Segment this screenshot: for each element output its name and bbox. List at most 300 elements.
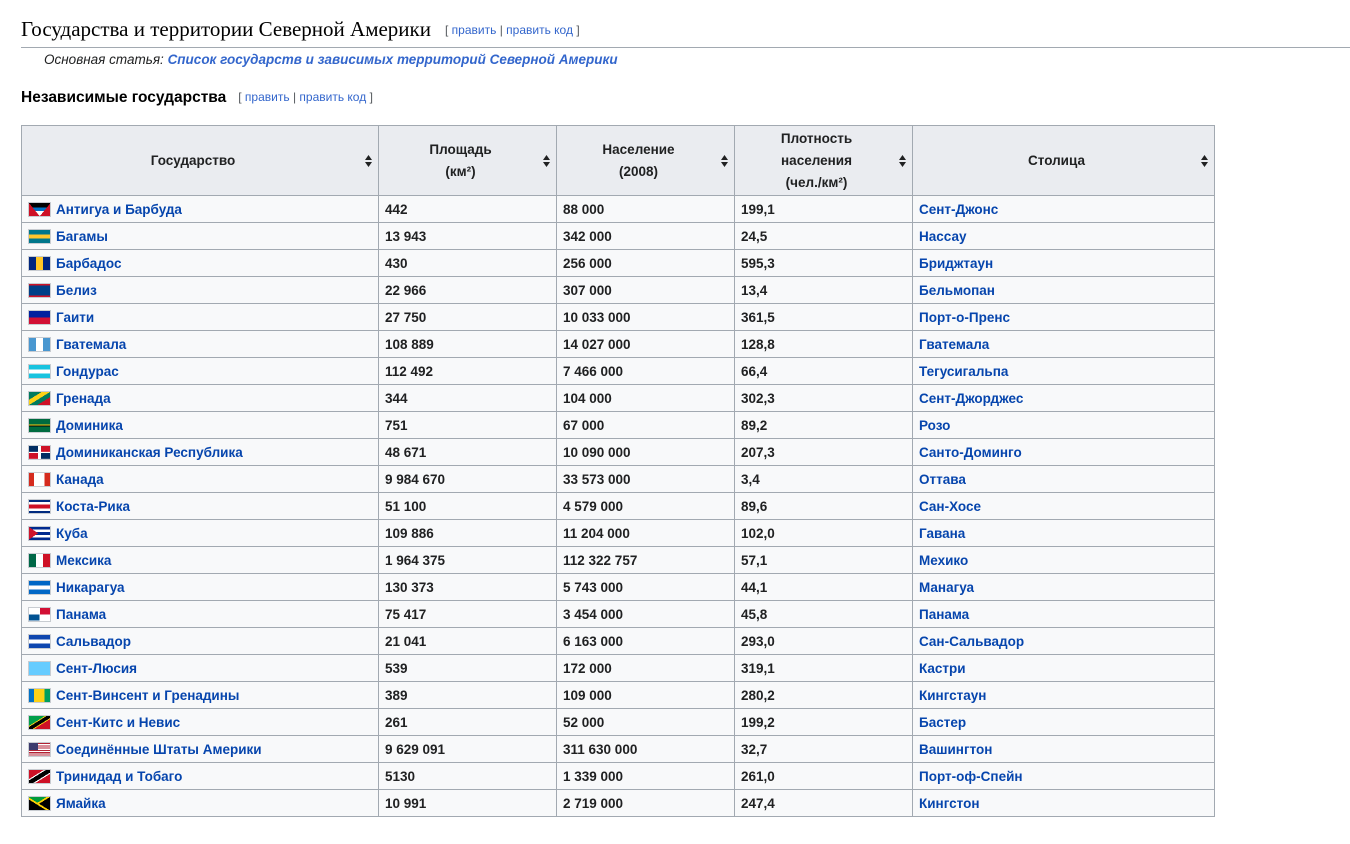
section-edit-link[interactable]: править	[451, 23, 497, 37]
density-value: 247,4	[741, 795, 775, 811]
saint-kitts-and-nevis-flag[interactable]	[28, 715, 51, 730]
country-link[interactable]: Барбадос	[56, 255, 122, 271]
country-cell[interactable]	[22, 628, 379, 655]
sort-icon[interactable]	[365, 155, 372, 167]
population-value: 67 000	[563, 417, 605, 433]
capital-link[interactable]: Кингстаун	[919, 687, 987, 703]
density-cell	[735, 574, 913, 601]
area-value: 442	[385, 201, 408, 217]
population-cell	[557, 493, 735, 520]
honduras-flag[interactable]	[28, 364, 51, 379]
density-cell	[735, 736, 913, 763]
capital-cell[interactable]	[913, 520, 1215, 547]
country-link[interactable]: Гаити	[56, 309, 95, 325]
density-value: 199,2	[741, 714, 775, 730]
population-value: 4 579 000	[563, 498, 624, 514]
density-value: 199,1	[741, 201, 775, 217]
table-row	[22, 277, 1215, 304]
capital-link[interactable]: Сан-Хосе	[919, 498, 981, 514]
population-cell	[557, 520, 735, 547]
table-row	[22, 574, 1215, 601]
capital-link[interactable]: Бельмопан	[919, 282, 995, 298]
area-value: 21 041	[385, 633, 427, 649]
table-row	[22, 790, 1215, 817]
density-value: 45,8	[741, 606, 768, 622]
country-link[interactable]: Доминиканская Республика	[56, 444, 243, 460]
country-link[interactable]: Гренада	[56, 390, 111, 406]
saint-lucia-flag[interactable]	[28, 661, 51, 676]
area-value: 51 100	[385, 498, 427, 514]
capital-link[interactable]: Оттава	[919, 471, 966, 487]
population-cell	[557, 250, 735, 277]
density-value: 595,3	[741, 255, 775, 271]
area-value: 108 889	[385, 336, 434, 352]
section-edit-links: [ править | править код ]	[444, 23, 580, 37]
population-cell	[557, 277, 735, 304]
area-cell	[379, 790, 557, 817]
area-value: 5130	[385, 768, 416, 784]
capital-link[interactable]: Бриджтаун	[919, 255, 994, 271]
country-cell[interactable]	[22, 196, 379, 223]
country-cell[interactable]	[22, 412, 379, 439]
country-cell[interactable]	[22, 493, 379, 520]
population-value: 109 000	[563, 687, 612, 703]
area-value: 261	[385, 714, 408, 730]
population-value: 256 000	[563, 255, 612, 271]
dominican-republic-flag[interactable]	[28, 445, 51, 460]
population-cell	[557, 385, 735, 412]
area-cell	[379, 223, 557, 250]
density-value: 24,5	[741, 228, 768, 244]
subsection-edit-code-link[interactable]: править код	[299, 90, 367, 104]
country-cell[interactable]	[22, 466, 379, 493]
capital-link[interactable]: Бастер	[919, 714, 967, 730]
country-cell[interactable]	[22, 655, 379, 682]
density-value: 207,3	[741, 444, 775, 460]
country-cell[interactable]	[22, 736, 379, 763]
capital-cell[interactable]	[913, 466, 1215, 493]
density-value: 361,5	[741, 309, 775, 325]
capital-cell[interactable]	[913, 547, 1215, 574]
area-cell	[379, 439, 557, 466]
sort-icon[interactable]	[721, 155, 728, 167]
country-cell[interactable]	[22, 709, 379, 736]
area-value: 344	[385, 390, 408, 406]
sort-icon[interactable]	[899, 155, 906, 167]
capital-cell[interactable]	[913, 385, 1215, 412]
country-link[interactable]: Соединённые Штаты Америки	[56, 741, 262, 757]
country-cell[interactable]	[22, 304, 379, 331]
area-cell	[379, 682, 557, 709]
capital-link[interactable]: Порт-оф-Спейн	[919, 768, 1023, 784]
density-cell	[735, 385, 913, 412]
density-value: 261,0	[741, 768, 775, 784]
capital-link[interactable]: Сент-Джонс	[919, 201, 999, 217]
capital-link[interactable]: Санто-Доминго	[919, 444, 1022, 460]
population-cell	[557, 574, 735, 601]
area-cell	[379, 763, 557, 790]
country-cell[interactable]	[22, 547, 379, 574]
area-value: 751	[385, 417, 408, 433]
belize-flag[interactable]	[28, 283, 51, 298]
country-link[interactable]: Канада	[56, 471, 104, 487]
subsection-edit-link[interactable]: править	[244, 90, 290, 104]
area-cell	[379, 331, 557, 358]
table-row	[22, 385, 1215, 412]
area-value: 112 492	[385, 363, 434, 379]
table-row	[22, 601, 1215, 628]
hatnote	[44, 52, 618, 67]
density-cell	[735, 439, 913, 466]
capital-link[interactable]: Сан-Сальвадор	[919, 633, 1025, 649]
population-cell	[557, 763, 735, 790]
density-cell	[735, 466, 913, 493]
capital-link[interactable]: Манагуа	[919, 579, 975, 595]
table-header-row	[22, 126, 1215, 196]
subsection-title: Независимые государства	[21, 89, 227, 106]
header-capital[interactable]: Столица	[913, 126, 1215, 196]
capital-link[interactable]: Гватемала	[919, 336, 990, 352]
population-value: 5 743 000	[563, 579, 624, 595]
capital-cell[interactable]	[913, 736, 1215, 763]
capital-cell[interactable]	[913, 196, 1215, 223]
population-cell	[557, 655, 735, 682]
area-value: 27 750	[385, 309, 427, 325]
density-cell	[735, 223, 913, 250]
capital-link[interactable]: Сент-Джорджес	[919, 390, 1024, 406]
capital-cell[interactable]	[913, 331, 1215, 358]
population-value: 1 339 000	[563, 768, 624, 784]
area-value: 9 984 670	[385, 471, 446, 487]
country-link[interactable]: Ямайка	[56, 795, 106, 811]
country-link[interactable]: Сент-Люсия	[56, 660, 138, 676]
table-row	[22, 223, 1215, 250]
density-cell	[735, 628, 913, 655]
population-cell	[557, 628, 735, 655]
country-cell[interactable]	[22, 250, 379, 277]
section-title: Государства и территории Северной Америки	[21, 17, 431, 41]
country-link[interactable]: Антигуа и Барбуда	[56, 201, 182, 217]
country-cell[interactable]	[22, 763, 379, 790]
area-cell	[379, 601, 557, 628]
country-cell[interactable]	[22, 385, 379, 412]
header-density[interactable]: Плотность населения (чел./км²)	[735, 126, 913, 196]
capital-cell[interactable]	[913, 682, 1215, 709]
density-value: 128,8	[741, 336, 775, 352]
population-value: 10 033 000	[563, 309, 631, 325]
population-cell	[557, 709, 735, 736]
density-cell	[735, 601, 913, 628]
capital-cell[interactable]	[913, 655, 1215, 682]
capital-link[interactable]: Тегусигальпа	[919, 363, 1009, 379]
country-link[interactable]: Сент-Китс и Невис	[56, 714, 181, 730]
density-cell	[735, 196, 913, 223]
area-value: 109 886	[385, 525, 434, 541]
area-cell	[379, 196, 557, 223]
area-value: 75 417	[385, 606, 427, 622]
density-cell	[735, 250, 913, 277]
population-value: 2 719 000	[563, 795, 624, 811]
population-cell	[557, 358, 735, 385]
population-value: 342 000	[563, 228, 612, 244]
population-value: 14 027 000	[563, 336, 631, 352]
capital-cell[interactable]	[913, 601, 1215, 628]
nicaragua-flag[interactable]	[28, 580, 51, 595]
area-cell	[379, 466, 557, 493]
capital-cell[interactable]	[913, 250, 1215, 277]
hatnote-main-article-link[interactable]: Список государств и зависимых территорий Северной Америки	[167, 52, 618, 67]
country-link[interactable]: Гондурас	[56, 363, 119, 379]
density-value: 302,3	[741, 390, 775, 406]
saint-vincent-flag[interactable]	[28, 688, 51, 703]
country-link[interactable]: Тринидад и Тобаго	[56, 768, 183, 784]
country-cell[interactable]	[22, 520, 379, 547]
panama-flag[interactable]	[28, 607, 51, 622]
density-cell	[735, 493, 913, 520]
trinidad-and-tobago-flag[interactable]	[28, 769, 51, 784]
density-cell	[735, 277, 913, 304]
haiti-flag[interactable]	[28, 310, 51, 325]
barbados-flag[interactable]	[28, 256, 51, 271]
population-cell	[557, 412, 735, 439]
header-country[interactable]: Государство	[22, 126, 379, 196]
density-value: 89,2	[741, 417, 768, 433]
population-value: 33 573 000	[563, 471, 631, 487]
united-states-flag[interactable]	[28, 742, 51, 757]
population-cell	[557, 682, 735, 709]
area-cell	[379, 277, 557, 304]
section-heading	[21, 17, 1350, 48]
population-value: 307 000	[563, 282, 612, 298]
country-link[interactable]: Панама	[56, 606, 107, 622]
population-cell	[557, 223, 735, 250]
area-value: 389	[385, 687, 408, 703]
sort-icon[interactable]	[543, 155, 550, 167]
header-population[interactable]: Население (2008)	[557, 126, 735, 196]
canada-flag[interactable]	[28, 472, 51, 487]
area-cell	[379, 304, 557, 331]
sort-icon[interactable]	[1201, 155, 1208, 167]
capital-link[interactable]: Мехико	[919, 552, 969, 568]
table-row	[22, 763, 1215, 790]
population-cell	[557, 439, 735, 466]
area-cell	[379, 358, 557, 385]
country-cell[interactable]	[22, 358, 379, 385]
population-value: 311 630 000	[563, 741, 638, 757]
density-cell	[735, 331, 913, 358]
population-value: 6 163 000	[563, 633, 624, 649]
population-value: 10 090 000	[563, 444, 631, 460]
area-cell	[379, 385, 557, 412]
population-value: 3 454 000	[563, 606, 624, 622]
density-cell	[735, 412, 913, 439]
capital-link[interactable]: Панама	[919, 606, 970, 622]
area-value: 539	[385, 660, 408, 676]
antigua-and-barbuda-flag[interactable]	[28, 202, 51, 217]
country-link[interactable]: Доминика	[56, 417, 123, 433]
population-value: 11 204 000	[563, 525, 630, 541]
population-cell	[557, 736, 735, 763]
country-link[interactable]: Куба	[56, 525, 88, 541]
country-link[interactable]: Никарагуа	[56, 579, 125, 595]
density-cell	[735, 304, 913, 331]
area-cell	[379, 709, 557, 736]
table-row	[22, 628, 1215, 655]
density-cell	[735, 655, 913, 682]
table-row	[22, 439, 1215, 466]
population-value: 112 322 757	[563, 552, 638, 568]
mexico-flag[interactable]	[28, 553, 51, 568]
capital-cell[interactable]	[913, 439, 1215, 466]
density-value: 13,4	[741, 282, 768, 298]
capital-link[interactable]: Кастри	[919, 660, 966, 676]
country-link[interactable]: Сент-Винсент и Гренадины	[56, 687, 240, 703]
capital-cell[interactable]	[913, 277, 1215, 304]
capital-link[interactable]: Вашингтон	[919, 741, 993, 757]
area-value: 13 943	[385, 228, 427, 244]
table-row	[22, 655, 1215, 682]
capital-cell[interactable]	[913, 628, 1215, 655]
capital-cell[interactable]	[913, 412, 1215, 439]
population-cell	[557, 601, 735, 628]
country-link[interactable]: Багамы	[56, 228, 108, 244]
area-cell	[379, 493, 557, 520]
table-row	[22, 331, 1215, 358]
table-row	[22, 520, 1215, 547]
header-area[interactable]: Площадь (км²)	[379, 126, 557, 196]
area-cell	[379, 574, 557, 601]
table-row	[22, 493, 1215, 520]
table-row	[22, 682, 1215, 709]
density-value: 89,6	[741, 498, 768, 514]
table-row	[22, 412, 1215, 439]
table-row	[22, 466, 1215, 493]
table-row	[22, 736, 1215, 763]
population-value: 104 000	[563, 390, 612, 406]
area-cell	[379, 547, 557, 574]
country-link[interactable]: Сальвадор	[56, 633, 131, 649]
density-cell	[735, 358, 913, 385]
population-cell	[557, 331, 735, 358]
density-value: 57,1	[741, 552, 768, 568]
capital-cell[interactable]	[913, 223, 1215, 250]
population-value: 52 000	[563, 714, 605, 730]
population-cell	[557, 790, 735, 817]
country-cell[interactable]	[22, 223, 379, 250]
population-cell	[557, 547, 735, 574]
capital-cell[interactable]	[913, 790, 1215, 817]
country-cell[interactable]	[22, 682, 379, 709]
bahamas-flag[interactable]	[28, 229, 51, 244]
subsection-heading	[21, 89, 373, 107]
capital-cell[interactable]	[913, 709, 1215, 736]
area-value: 9 629 091	[385, 741, 446, 757]
capital-cell[interactable]	[913, 304, 1215, 331]
area-cell	[379, 736, 557, 763]
guatemala-flag[interactable]	[28, 337, 51, 352]
population-value: 172 000	[563, 660, 612, 676]
table-row	[22, 304, 1215, 331]
density-value: 293,0	[741, 633, 775, 649]
density-value: 3,4	[741, 471, 760, 487]
area-value: 430	[385, 255, 408, 271]
cuba-flag[interactable]	[28, 526, 51, 541]
area-cell	[379, 412, 557, 439]
capital-link[interactable]: Порт-о-Пренс	[919, 309, 1010, 325]
population-value: 88 000	[563, 201, 605, 217]
country-cell[interactable]	[22, 277, 379, 304]
area-cell	[379, 520, 557, 547]
capital-link[interactable]: Кингстон	[919, 795, 980, 811]
grenada-flag[interactable]	[28, 391, 51, 406]
density-value: 66,4	[741, 363, 768, 379]
table-row	[22, 709, 1215, 736]
country-link[interactable]: Гватемала	[56, 336, 127, 352]
country-cell[interactable]	[22, 601, 379, 628]
density-value: 102,0	[741, 525, 775, 541]
capital-link[interactable]: Гавана	[919, 525, 966, 541]
area-value: 1 964 375	[385, 552, 446, 568]
country-cell[interactable]	[22, 574, 379, 601]
country-cell[interactable]	[22, 439, 379, 466]
country-cell[interactable]	[22, 331, 379, 358]
subsection-edit-links: [ править | править код ]	[238, 90, 373, 104]
population-cell	[557, 304, 735, 331]
capital-link[interactable]: Нассау	[919, 228, 967, 244]
country-link[interactable]: Мексика	[56, 552, 112, 568]
capital-cell[interactable]	[913, 358, 1215, 385]
population-cell	[557, 196, 735, 223]
area-value: 10 991	[385, 795, 427, 811]
states-table	[21, 125, 1215, 817]
population-value: 7 466 000	[563, 363, 624, 379]
area-value: 130 373	[385, 579, 434, 595]
density-cell	[735, 520, 913, 547]
area-value: 48 671	[385, 444, 427, 460]
capital-cell[interactable]	[913, 574, 1215, 601]
table-row	[22, 196, 1215, 223]
country-link[interactable]: Коста-Рика	[56, 498, 130, 514]
area-cell	[379, 628, 557, 655]
capital-cell[interactable]	[913, 763, 1215, 790]
density-cell	[735, 763, 913, 790]
density-value: 280,2	[741, 687, 775, 703]
capital-cell[interactable]	[913, 493, 1215, 520]
density-cell	[735, 790, 913, 817]
capital-link[interactable]: Розо	[919, 417, 951, 433]
country-link[interactable]: Белиз	[56, 282, 97, 298]
table-row	[22, 358, 1215, 385]
area-value: 22 966	[385, 282, 427, 298]
table-row	[22, 547, 1215, 574]
dominica-flag[interactable]	[28, 418, 51, 433]
density-cell	[735, 709, 913, 736]
country-cell[interactable]	[22, 790, 379, 817]
density-value: 319,1	[741, 660, 775, 676]
jamaica-flag[interactable]	[28, 796, 51, 811]
density-cell	[735, 547, 913, 574]
el-salvador-flag[interactable]	[28, 634, 51, 649]
population-cell	[557, 466, 735, 493]
hatnote-prefix: Основная статья:	[44, 52, 164, 67]
section-edit-code-link[interactable]: править код	[506, 23, 573, 37]
density-value: 44,1	[741, 579, 768, 595]
table-row	[22, 250, 1215, 277]
area-cell	[379, 655, 557, 682]
area-cell	[379, 250, 557, 277]
costa-rica-flag[interactable]	[28, 499, 51, 514]
density-value: 32,7	[741, 741, 768, 757]
